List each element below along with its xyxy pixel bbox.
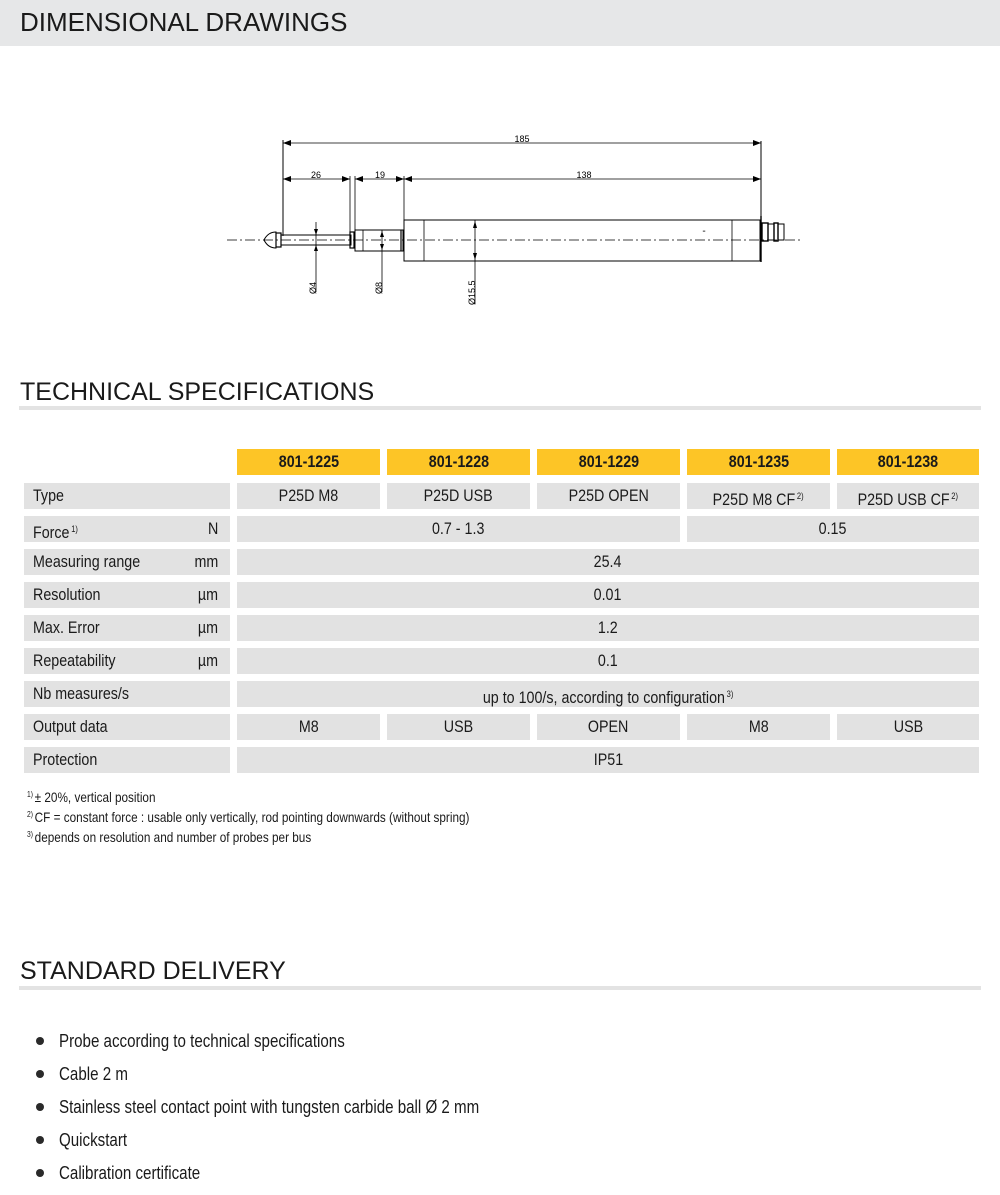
- type-value: P25D OPEN: [537, 483, 680, 509]
- row-label-resolution: Resolution µm: [24, 582, 230, 608]
- measuring-range-value: 25.4: [237, 549, 979, 575]
- section-divider: [19, 406, 981, 410]
- bullet-icon: [36, 1169, 44, 1177]
- probe-body: [404, 220, 760, 261]
- probe-collar: [355, 230, 403, 251]
- unit: N: [207, 519, 218, 538]
- output-value: M8: [237, 714, 380, 740]
- bullet-icon: [36, 1070, 44, 1078]
- technical-specifications-title: TECHNICAL SPECIFICATIONS: [20, 378, 375, 406]
- column-header: 801-1235: [687, 449, 830, 475]
- standard-delivery-title: STANDARD DELIVERY: [20, 957, 286, 985]
- body-mark: -: [702, 226, 706, 237]
- footnote: $^{1)}$ ± 20%, vertical position: [27, 789, 156, 805]
- row-label-output-data: Output data: [24, 714, 230, 740]
- max-error-value: 1.2: [237, 615, 979, 641]
- nb-measures-value: up to 100/s, according to configuration $^{3)}$: [237, 681, 979, 707]
- footnotes: [27, 786, 554, 846]
- column-header: 801-1229: [537, 449, 680, 475]
- type-value: P25D USB: [387, 483, 530, 509]
- protection-value: IP51: [237, 747, 979, 773]
- type-value: P25D M8: [237, 483, 380, 509]
- header-bar: [0, 0, 1000, 46]
- unit: µm: [197, 651, 218, 670]
- unit: µm: [197, 585, 218, 604]
- dim-tip-label: 26: [310, 170, 322, 180]
- output-value: OPEN: [537, 714, 680, 740]
- row-label-force: Force $^{1)}$ N: [24, 516, 230, 542]
- row-label-max-error: Max. Error µm: [24, 615, 230, 641]
- bullet-icon: [36, 1103, 44, 1111]
- row-label-type: Type: [24, 483, 230, 509]
- column-header: 801-1238: [837, 449, 979, 475]
- footnote-ref: 2): [797, 491, 804, 501]
- repeatability-value: 0.1: [237, 648, 979, 674]
- connector: [762, 223, 784, 241]
- row-label-repeatability: Repeatability µm: [24, 648, 230, 674]
- bullet-icon: [36, 1136, 44, 1144]
- dia-rod-label: Ø4: [308, 281, 318, 294]
- footnote-ref: 2): [951, 491, 959, 501]
- dimensional-drawing: [220, 120, 810, 320]
- footnote-ref: 1): [71, 524, 78, 534]
- footnote: $^{3)}$ depends on resolution and number of probes per bus: [27, 829, 312, 845]
- type-value: P25D M8 CF $^{2)}$: [687, 483, 830, 509]
- resolution-value: 0.01: [237, 582, 979, 608]
- output-value: M8: [687, 714, 830, 740]
- dia-body-label: Ø15.5: [467, 280, 477, 305]
- footnote-ref: 3): [726, 689, 734, 699]
- dia-collar-label: Ø8: [374, 281, 384, 294]
- type-value: P25D USB CF $^{2)}$: [837, 483, 979, 509]
- unit: mm: [194, 552, 218, 571]
- dim-total-label: 185: [514, 134, 530, 144]
- dim-collar-label: 19: [374, 170, 386, 180]
- unit: µm: [197, 618, 218, 637]
- section-divider: [19, 986, 981, 990]
- dim-body-label: 138: [576, 170, 592, 180]
- column-header: 801-1225: [237, 449, 380, 475]
- row-label-measuring-range: Measuring range mm: [24, 549, 230, 575]
- footnote: $^{2)}$ CF = constant force : usable only vertically, rod pointing downwards (without spring): [27, 809, 470, 825]
- row-label-nb-measures: Nb measures/s: [24, 681, 230, 707]
- force-value-standard: 0.7 - 1.3: [237, 516, 680, 542]
- bullet-icon: [36, 1037, 44, 1045]
- row-label-protection: Protection: [24, 747, 230, 773]
- output-value: USB: [387, 714, 530, 740]
- output-value: USB: [837, 714, 979, 740]
- force-value-cf: 0.15: [687, 516, 979, 542]
- column-header: 801-1228: [387, 449, 530, 475]
- dimensional-drawings-title: DIMENSIONAL DRAWINGS: [20, 7, 348, 37]
